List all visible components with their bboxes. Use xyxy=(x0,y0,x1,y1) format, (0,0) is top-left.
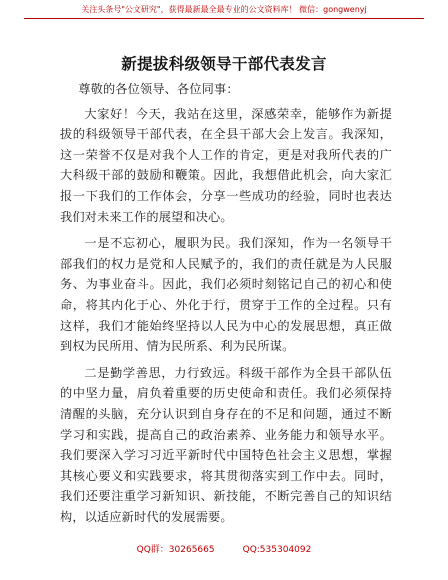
header-banner: 关注头条号"公文研究"，获得最新最全最专业的公文资料库！ 微信：gongwenyj xyxy=(81,5,367,14)
footer-qq-number: QQ:535304092 xyxy=(242,545,312,555)
paragraph-greeting: 大家好！今天，我站在这里，深感荣幸，能够作为新提拔的科级领导干部代表，在全县干部大会上发言。我深知，这一荣誉不仅是对我个人工作的肯定，更是对我所代表的广大科级干部的鼓励和鞭策。因此，我想借此机会，向大家汇报一下我们的工作体会，分享一些成功的经验，同时也表达我们对未来工作的展望和决心。 xyxy=(60,106,392,224)
header-divider xyxy=(24,18,424,19)
document-title: 新提拔科级领导干部代表发言 xyxy=(121,55,327,73)
paragraph-point-two: 二是勤学善思，力行致远。科级干部作为全县干部队伍的中坚力量，肩负着重要的历史使命和责任。我们必须保持清醒的头脑，充分认识到自身存在的不足和问题，通过不断学习和实践，提高自己的政治素养、业务能力和领导水平。我们要深入学习习近平新时代中国特色社会主义思想，掌握其核心要义和实践要求，将其贯彻落实到工作中去。同时，我们还要注重学习新知识、新技能，不断完善自己的知识结构，以适应新时代的发展需要。 xyxy=(60,365,392,524)
document-body xyxy=(60,79,392,533)
footer-qq-group: QQ群：30265665 xyxy=(136,545,215,555)
paragraph-point-one: 一是不忘初心，履职为民。我们深知，作为一名领导干部我们的权力是党和人民赋予的，我们的责任就是为人民服务、为事业奋斗。因此，我们必须时刻铭记自己的初心和使命，将其内化于心、外化于行，贯穿于工作的全过程。只有这样，我们才能始终坚持以人民为中心的发展思想，真正做到权为民所用、情为民所系、利为民所谋。 xyxy=(60,236,392,354)
footer-contact xyxy=(0,544,448,556)
salutation: 尊敬的各位领导、各位同事： xyxy=(78,82,239,96)
